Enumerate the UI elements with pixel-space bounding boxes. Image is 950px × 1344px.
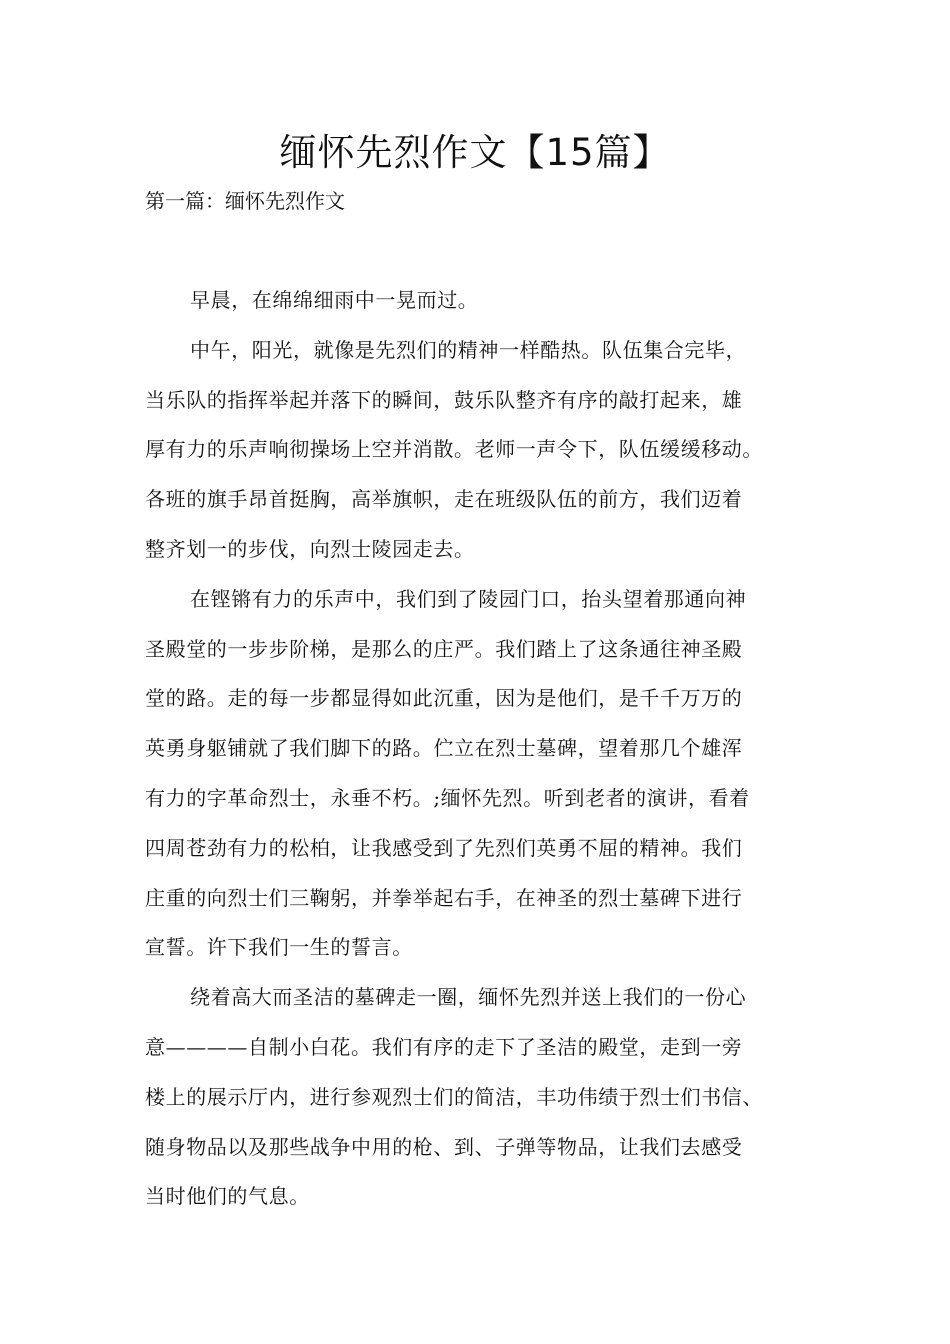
text-line: 宣誓。许下我们一生的誓言。 xyxy=(145,935,413,960)
text-line: 当时他们的气息。 xyxy=(145,1184,310,1209)
text-line: 当乐队的指挥举起并落下的瞬间，鼓乐队整齐有序的敲打起来，雄 xyxy=(145,387,743,412)
text-line: 堂的路。走的每一步都显得如此沉重，因为是他们，是千千万万的 xyxy=(145,686,743,711)
text-line: 有力的字革命烈士，永垂不朽。;缅怀先烈。听到老者的演讲，看着 xyxy=(145,785,750,810)
paragraph xyxy=(145,326,825,575)
paragraph xyxy=(145,575,825,973)
text-line: 圣殿堂的一步步阶梯，是那么的庄严。我们踏上了这条通往神圣殿 xyxy=(145,636,743,661)
section-heading: 第一篇：缅怀先烈作文 xyxy=(145,189,345,213)
text-line: 厚有力的乐声响彻操场上空并消散。老师一声令下，队伍缓缓移动。 xyxy=(145,437,763,462)
text-line: 绕着高大而圣洁的墓碑走一圈，缅怀先烈并送上我们的一份心 xyxy=(190,985,747,1010)
paragraph xyxy=(145,276,825,326)
text-line: 各班的旗手昂首挺胸，高举旗帜，走在班级队伍的前方，我们迈着 xyxy=(145,487,743,512)
text-line: 英勇身躯铺就了我们脚下的路。伫立在烈士墓碑，望着那几个雄浑 xyxy=(145,736,743,761)
text-line: 早晨，在绵绵细雨中一晃而过。 xyxy=(190,288,479,312)
text-line: 整齐划一的步伐，向烈士陵园走去。 xyxy=(145,536,475,561)
text-line: 随身物品以及那些战争中用的枪、到、子弹等物品，让我们去感受 xyxy=(145,1134,743,1159)
text-line: 意————自制小白花。我们有序的走下了圣洁的殿堂，走到一旁 xyxy=(145,1034,743,1059)
document-title: 缅怀先烈作文【15篇】 xyxy=(279,131,671,174)
document-body xyxy=(145,276,825,1222)
text-line: 庄重的向烈士们三鞠躬，并拳举起右手，在神圣的烈士墓碑下进行 xyxy=(145,885,743,910)
text-line: 四周苍劲有力的松柏，让我感受到了先烈们英勇不屈的精神。我们 xyxy=(145,835,743,860)
text-line: 楼上的展示厅内，进行参观烈士们的简洁，丰功伟绩于烈士们书信、 xyxy=(145,1084,763,1109)
text-line: 在铿锵有力的乐声中，我们到了陵园门口，抬头望着那通向神 xyxy=(190,586,747,611)
text-line: 中午，阳光，就像是先烈们的精神一样酷热。队伍集合完毕， xyxy=(190,337,747,362)
paragraph xyxy=(145,973,825,1222)
